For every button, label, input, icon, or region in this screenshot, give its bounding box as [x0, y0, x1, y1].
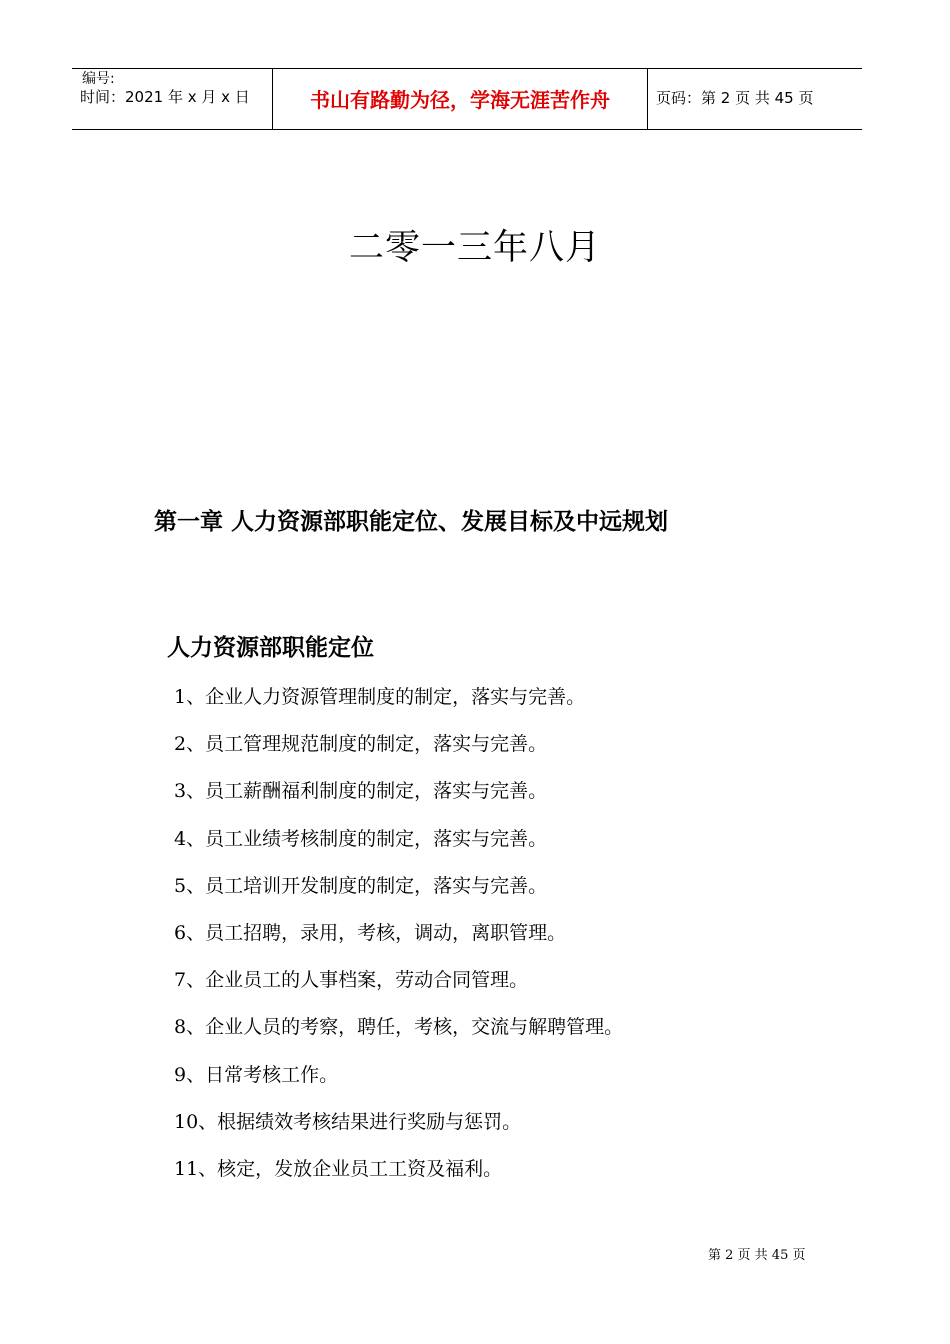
date-title: 二零一三年八月 — [348, 228, 601, 268]
page-header — [72, 68, 862, 130]
list-item: 4、员工业绩考核制度的制定，落实与完善。 — [174, 827, 548, 850]
header-motto-cell — [272, 69, 648, 129]
duty-list — [174, 682, 623, 1201]
list-item: 11、核定，发放企业员工工资及福利。 — [174, 1157, 503, 1180]
list-item: 10、根据绩效考核结果进行奖励与惩罚。 — [174, 1110, 522, 1133]
page-footer: 第 2 页 共 45 页 — [708, 1248, 806, 1263]
header-motto: 书山有路勤为径，学海无涯苦作舟 — [310, 88, 610, 112]
document-number-label: 编号: — [82, 71, 115, 87]
list-item: 5、员工培训开发制度的制定，落实与完善。 — [174, 874, 548, 897]
header-page-number: 页码：第 2 页 共 45 页 — [656, 89, 814, 107]
chapter-title: 第一章 人力资源部职能定位、发展目标及中远规划 — [154, 509, 669, 535]
header-meta-cell — [72, 69, 272, 129]
list-item: 6、员工招聘，录用，考核，调动，离职管理。 — [174, 921, 567, 944]
list-item: 8、企业人员的考察，聘任，考核，交流与解聘管理。 — [174, 1016, 624, 1039]
list-item: 7、企业员工的人事档案，劳动合同管理。 — [174, 969, 529, 992]
list-item: 3、员工薪酬福利制度的制定，落实与完善。 — [174, 780, 548, 803]
header-page-cell — [648, 69, 862, 129]
document-time-label: 时间：2021 年 x 月 x 日 — [80, 88, 250, 106]
list-item: 2、员工管理规范制度的制定，落实与完善。 — [174, 733, 548, 756]
list-item: 1、企业人力资源管理制度的制定，落实与完善。 — [174, 686, 586, 708]
section-title: 人力资源部职能定位 — [167, 635, 374, 661]
list-item: 9、日常考核工作。 — [174, 1063, 339, 1086]
